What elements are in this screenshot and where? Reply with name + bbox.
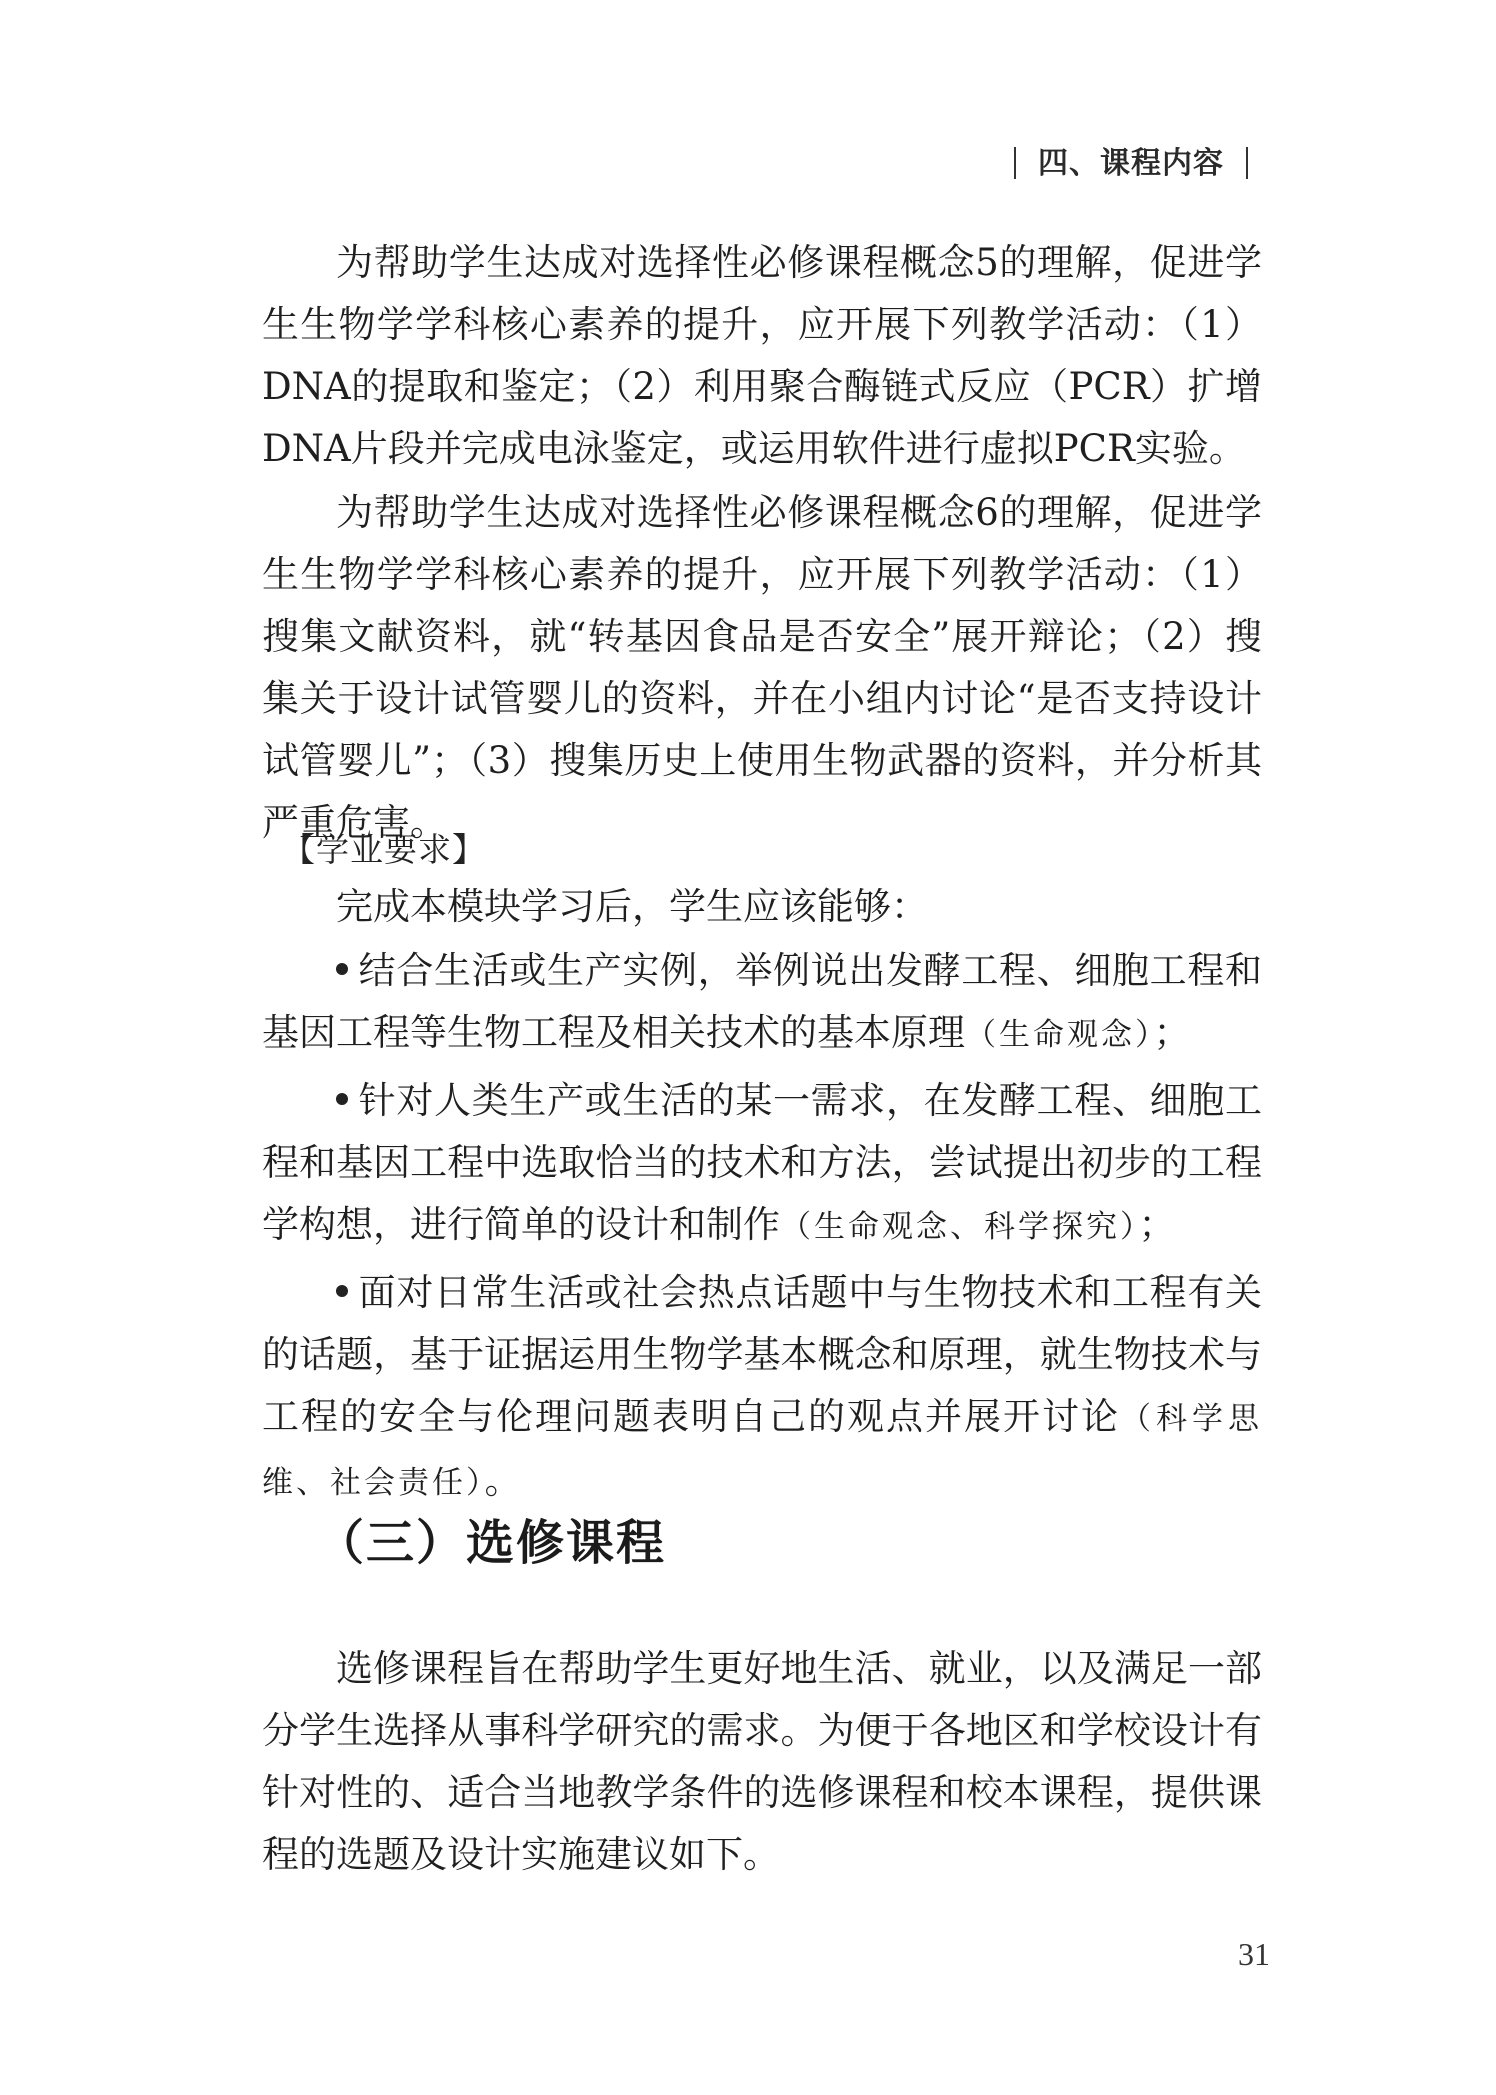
section-intro-paragraph <box>262 1638 1262 1886</box>
requirements-intro: 完成本模块学习后，学生应该能够： <box>336 885 928 928</box>
requirement-item <box>262 1070 1262 1258</box>
requirements-list <box>262 940 1262 1518</box>
academic-requirements-heading: 【学业要求】 <box>282 830 486 869</box>
bullet-icon <box>336 963 348 975</box>
section-title: （三）选修课程 <box>316 1515 667 1571</box>
requirement-end: ； <box>1138 1203 1176 1246</box>
paragraph-text: 选修课程旨在帮助学生更好地生活、就业，以及满足一部分学生选择从事科学研究的需求。为便于各地区和学校设计有针对性的、适合当地教学条件的选修课程和校本课程，提供课程的选题及设计实施建议如下。 <box>262 1647 1262 1876</box>
requirement-end: 。 <box>484 1459 522 1502</box>
competency-tag: （生命观念、科学探究） <box>780 1209 1139 1245</box>
requirement-text: 针对人类生产或生活的某一需求，在发酵工程、细胞工程和基因工程中选取恰当的技术和方法，尝试提出初步的工程学构想，进行简单的设计和制作 <box>262 1079 1262 1246</box>
page-number: 31 <box>1238 1936 1270 1972</box>
bullet-icon <box>336 1093 348 1105</box>
running-header <box>992 138 1270 182</box>
requirement-item <box>262 940 1262 1066</box>
paragraph-text: 为帮助学生达成对选择性必修课程概念6的理解，促进学生生物学学科核心素养的提升，应开展下列教学活动：（1）搜集文献资料，就“转基因食品是否安全”展开辩论；（2）搜集关于设计试管婴儿的资料，并在小组内讨论“是否支持设计试管婴儿”；（3）搜集历史上使用生物武器的资料，并分析其严重危害。 <box>262 491 1262 844</box>
header-divider-right <box>1246 147 1248 179</box>
competency-tag: （科学思维、社会责任） <box>262 1401 1262 1501</box>
header-section-label: 四、课程内容 <box>1038 146 1224 181</box>
requirement-text: 面对日常生活或社会热点话题中与生物技术和工程有关的话题，基于证据运用生物学基本概念和原理，就生物技术与工程的安全与伦理问题表明自己的观点并展开讨论 <box>262 1271 1262 1438</box>
bullet-icon <box>336 1285 348 1297</box>
paragraph-concept-6 <box>262 482 1262 854</box>
requirement-text: 结合生活或生产实例，举例说出发酵工程、细胞工程和基因工程等生物工程及相关技术的基本原理 <box>262 949 1262 1054</box>
header-divider-left <box>1014 147 1016 179</box>
requirement-end: ； <box>1153 1011 1191 1054</box>
competency-tag: （生命观念） <box>965 1017 1154 1053</box>
requirement-item <box>262 1262 1262 1514</box>
paragraph-concept-5 <box>262 232 1262 480</box>
paragraph-text: 为帮助学生达成对选择性必修课程概念5的理解，促进学生生物学学科核心素养的提升，应开展下列教学活动：（1）DNA的提取和鉴定；（2）利用聚合酶链式反应（PCR）扩增DNA片段并完成电泳鉴定，或运用软件进行虚拟PCR实验。 <box>262 241 1262 470</box>
